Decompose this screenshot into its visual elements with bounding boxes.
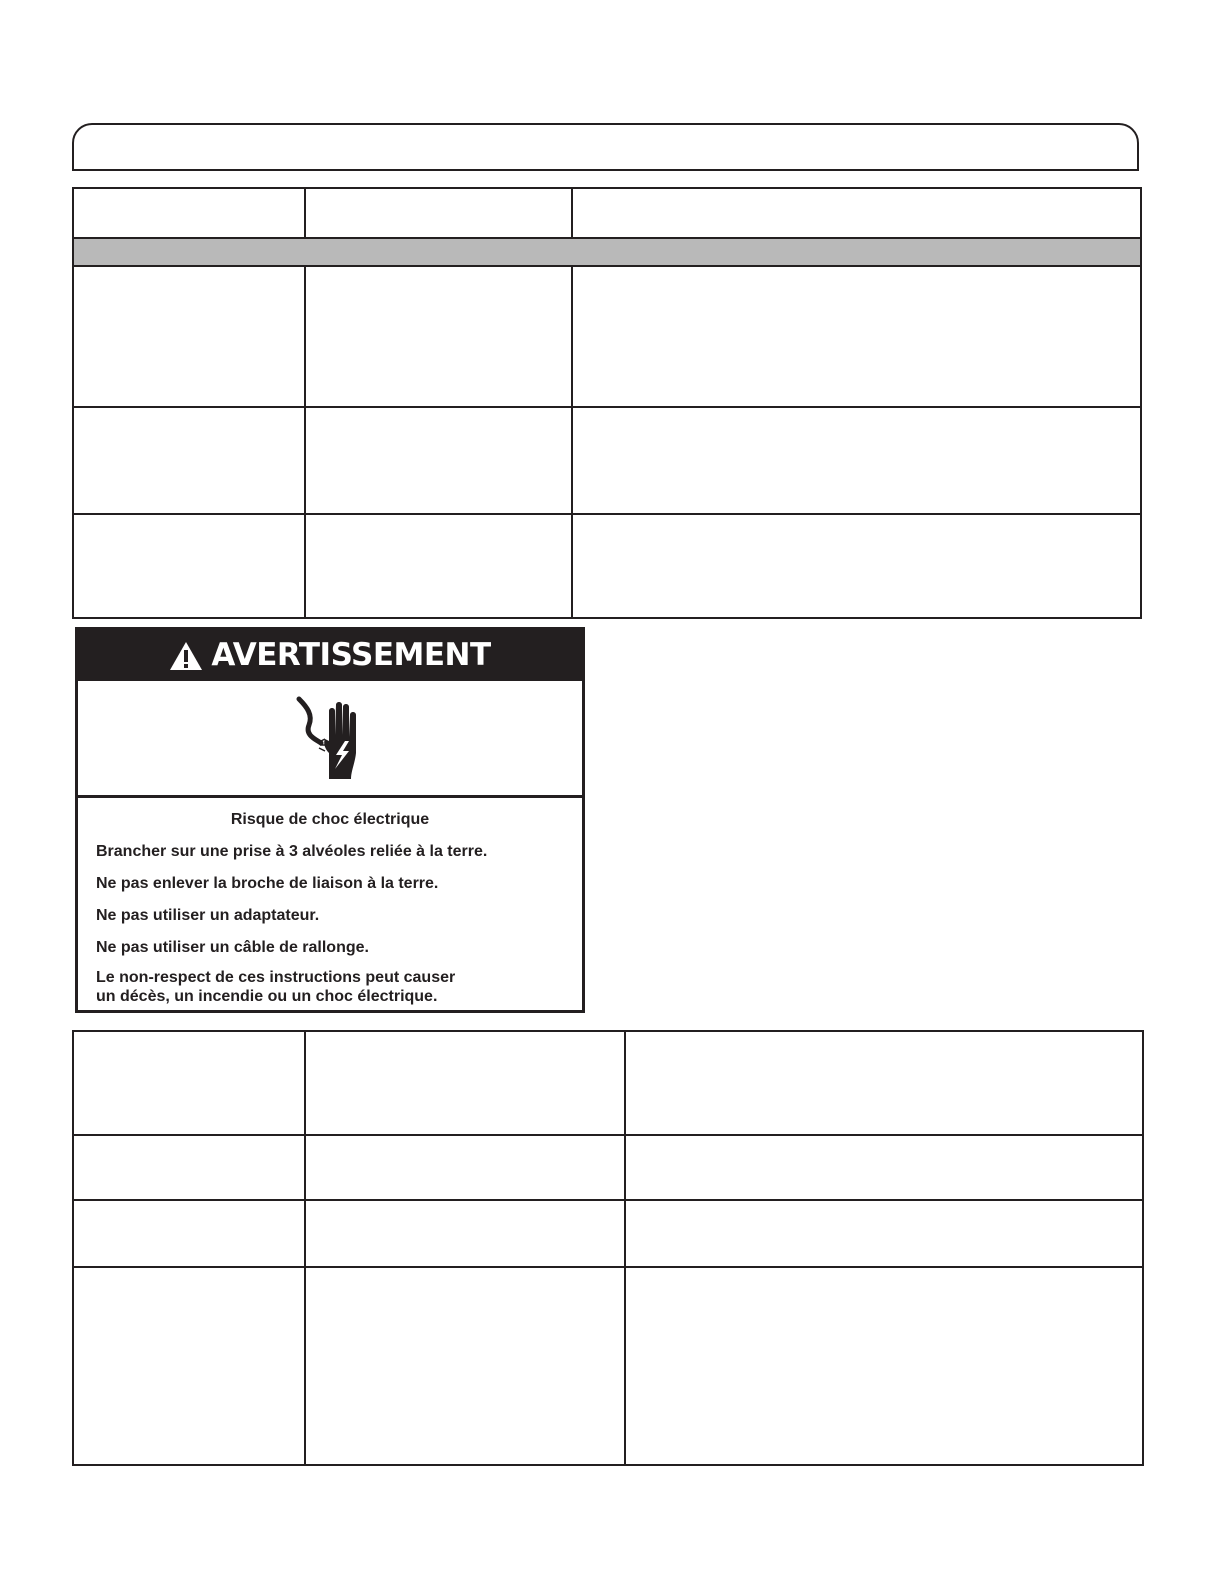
table-cell [305,1031,625,1135]
warning-instruction: Brancher sur une prise à 3 alvéoles reliée à la terre. [96,843,488,860]
table-row [73,1200,1143,1267]
table-row [73,514,1141,618]
header-cell-problem [73,188,305,238]
warning-title: AVERTISSEMENT [211,637,491,673]
table-category-band [73,238,1141,266]
warning-instruction: Ne pas utiliser un adaptateur. [96,907,320,924]
section-header-bar [72,123,1139,171]
table-cell [73,1135,305,1200]
table-cell [625,1200,1143,1267]
table-cell [305,1200,625,1267]
table-row [73,407,1141,514]
table-cell [73,266,305,407]
warning-body [78,798,582,1006]
table-cell [305,514,572,618]
warning-instruction: Ne pas utiliser un câble de rallonge. [96,939,369,956]
table-row [73,1267,1143,1465]
table-cell [625,1031,1143,1135]
table-cell [572,407,1141,514]
warning-subtitle: Risque de choc électrique [230,811,430,828]
table-cell [305,407,572,514]
table-cell [572,514,1141,618]
table-row [73,1135,1143,1200]
warning-consequence: Le non-respect de ces instructions peut causer [96,969,456,986]
table-cell [625,1135,1143,1200]
table-cell [305,266,572,407]
table-cell [305,1267,625,1465]
header-cell-cause [305,188,572,238]
table-cell [73,1267,305,1465]
warning-consequence: un décès, un incendie ou un choc électrique. [96,988,438,1005]
category-band-cell [73,238,1141,266]
troubleshooting-table-top [72,187,1142,619]
table-cell [305,1135,625,1200]
warning-triangle-icon [169,641,203,671]
troubleshooting-table-bottom [72,1030,1144,1466]
table-cell [73,1031,305,1135]
warning-graphic [78,681,582,798]
table-cell [73,407,305,514]
warning-instruction: Ne pas enlever la broche de liaison à la terre. [96,875,439,892]
table-cell [73,1200,305,1267]
table-cell [73,514,305,618]
table-header-row [73,188,1141,238]
table-row [73,266,1141,407]
warning-label [75,627,585,1013]
table-cell [625,1267,1143,1465]
header-cell-solution [572,188,1141,238]
table-row [73,1031,1143,1135]
electric-shock-hand-icon [285,693,375,783]
warning-header [78,630,582,681]
table-cell [572,266,1141,407]
